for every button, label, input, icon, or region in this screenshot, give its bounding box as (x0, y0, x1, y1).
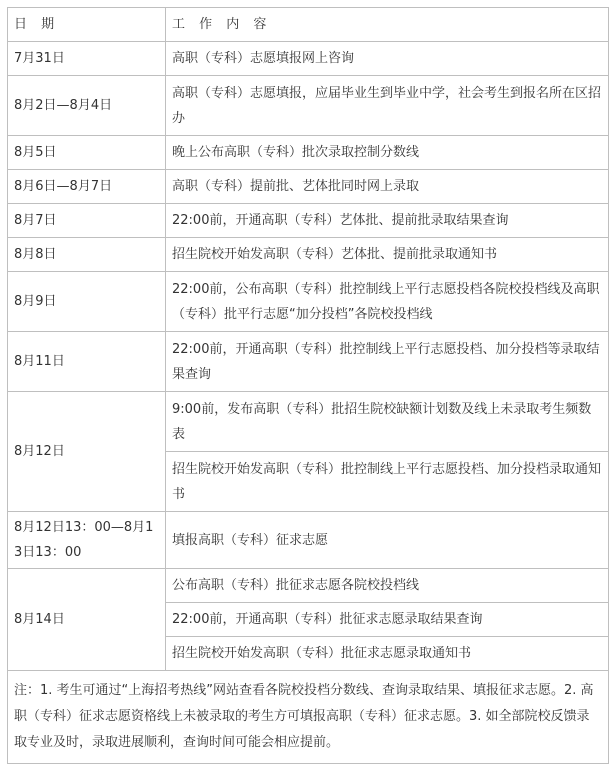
table-row (8, 569, 609, 603)
row-task: 招生院校开始发高职（专科）批征求志愿录取通知书 (166, 637, 609, 671)
row-task: 高职（专科）志愿填报，应届毕业生到毕业中学，社会考生到报名所在区招办 (166, 76, 609, 136)
row-task: 晚上公布高职（专科）批次录取控制分数线 (166, 136, 609, 170)
table-row (8, 272, 609, 332)
row-task: 22:00前，开通高职（专科）批征求志愿录取结果查询 (166, 603, 609, 637)
row-date: 8月9日 (8, 272, 166, 332)
table-row (8, 392, 609, 452)
row-date: 7月31日 (8, 42, 166, 76)
note-row (8, 671, 609, 764)
row-date: 8月5日 (8, 136, 166, 170)
row-date: 8月11日 (8, 332, 166, 392)
table-row (8, 136, 609, 170)
row-task: 9:00前，发布高职（专科）批招生院校缺额计划数及线上未录取考生频数表 (166, 392, 609, 452)
row-task: 22:00前，开通高职（专科）批控制线上平行志愿投档、加分投档等录取结果查询 (166, 332, 609, 392)
row-task: 招生院校开始发高职（专科）艺体批、提前批录取通知书 (166, 238, 609, 272)
footnote: 注：1. 考生可通过“上海招考热线”网站查看各院校投档分数线、查询录取结果、填报征求志愿。2. 高职（专科）征求志愿资格线上未被录取的考生方可填报高职（专科）征求志愿。3. 如全部院校反馈录取专业及时，录取进展顺利，查询时间可能会相应提前。 (8, 671, 609, 764)
row-task: 22:00前，开通高职（专科）艺体批、提前批录取结果查询 (166, 204, 609, 238)
table-row (8, 332, 609, 392)
table-row (8, 76, 609, 136)
row-task: 高职（专科）志愿填报网上咨询 (166, 42, 609, 76)
row-task: 高职（专科）提前批、艺体批同时网上录取 (166, 170, 609, 204)
row-date: 8月6日—8月7日 (8, 170, 166, 204)
row-task: 填报高职（专科）征求志愿 (166, 512, 609, 569)
table-row (8, 512, 609, 569)
row-date: 8月14日 (8, 569, 166, 671)
row-task: 22:00前，公布高职（专科）批控制线上平行志愿投档各院校投档线及高职（专科）批平行志愿“加分投档”各院校投档线 (166, 272, 609, 332)
header-content: 工 作 内 容 (166, 8, 609, 42)
table-row (8, 170, 609, 204)
header-date: 日 期 (8, 8, 166, 42)
row-date: 8月7日 (8, 204, 166, 238)
row-task: 招生院校开始发高职（专科）批控制线上平行志愿投档、加分投档录取通知书 (166, 452, 609, 512)
row-date: 8月8日 (8, 238, 166, 272)
table-row (8, 204, 609, 238)
row-date: 8月12日 (8, 392, 166, 512)
table-row (8, 42, 609, 76)
header-row (8, 8, 609, 42)
table-row (8, 238, 609, 272)
row-date: 8月12日13：00—8月13日13：00 (8, 512, 166, 569)
row-date: 8月2日—8月4日 (8, 76, 166, 136)
admission-schedule-table (7, 7, 609, 764)
row-task: 公布高职（专科）批征求志愿各院校投档线 (166, 569, 609, 603)
